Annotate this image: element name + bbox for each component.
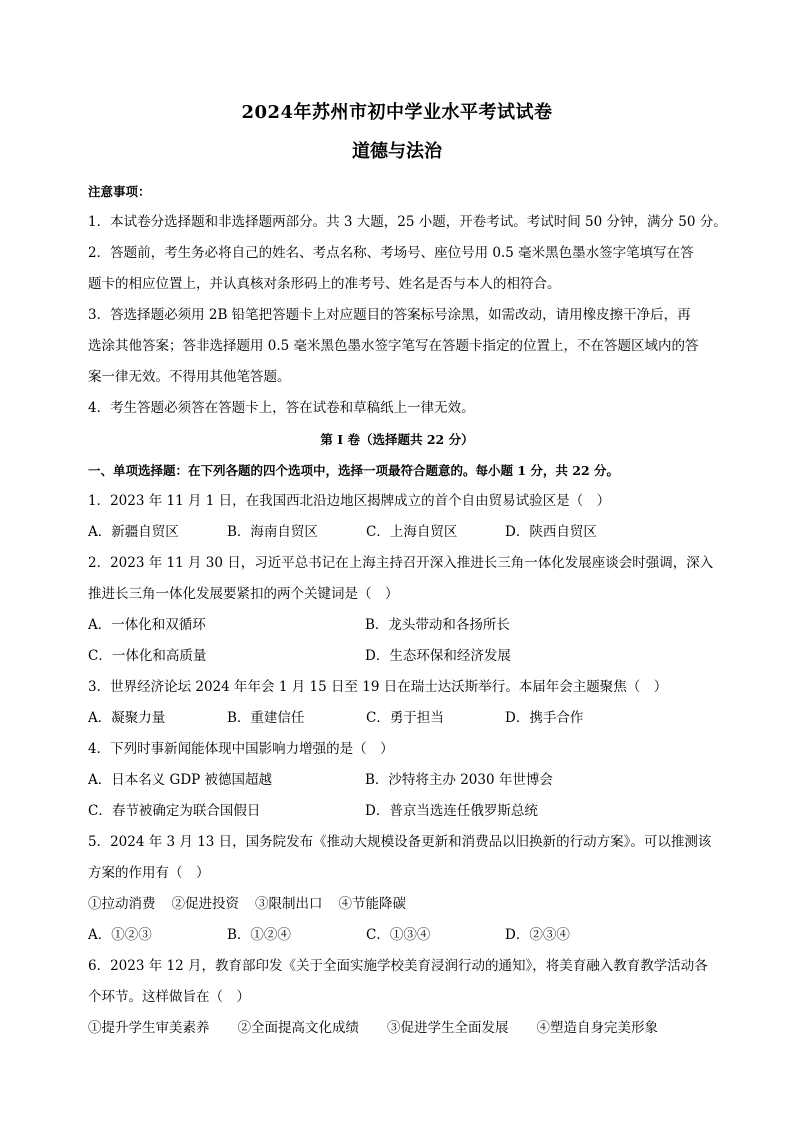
option-b[interactable]: B．海南自贸区 <box>227 524 318 540</box>
statement-item: ①拉动消费 <box>88 896 156 912</box>
question-stem: 6．2023 年 12 月，教育部印发《关于全面实施学校美育浸润行动的通知》，将美育融入教育教学活动各 <box>88 958 708 974</box>
statement-item: ①提升学生审美素养 <box>88 1020 210 1036</box>
section-heading: 一、单项选择题：在下列各题的四个选项中，选择一项最符合题意的。每小题 1 分，共 22 分。 <box>88 463 620 478</box>
notes-line: 1．本试卷分选择题和非选择题两部分。共 3 大题，25 小题，开卷考试。考试时间 50 分钟，满分 50 分。 <box>88 214 727 230</box>
option-row <box>88 517 706 548</box>
option-row <box>88 796 706 827</box>
option-c[interactable]: C．春节被确定为联合国假日 <box>88 803 261 819</box>
statement-item: ②全面提高文化成绩 <box>237 1020 359 1036</box>
section-title: 第 I 卷（选择题共 22 分） <box>320 432 474 447</box>
statement-row <box>88 889 706 920</box>
option-row <box>88 765 706 796</box>
notes-line: 2．答题前，考生务必将自己的姓名、考点名称、考场号、座位号用 0.5 毫米黑色墨水签字笔填写在答 <box>88 245 694 261</box>
option-row <box>88 641 706 672</box>
option-row <box>88 610 706 641</box>
option-a[interactable]: A．凝聚力量 <box>88 710 166 726</box>
option-b[interactable]: B．龙头带动和各扬所长 <box>365 617 510 633</box>
option-row <box>88 920 706 951</box>
option-b[interactable]: B．①②④ <box>227 927 291 943</box>
option-d[interactable]: D．陕西自贸区 <box>505 524 597 540</box>
notes-line: 3．答选择题必须用 2B 铅笔把答题卡上对应题目的答案标号涂黑，如需改动，请用橡皮擦干净后，再 <box>88 307 691 323</box>
question-stem: 个环节。这样做旨在（ ） <box>88 989 250 1005</box>
option-d[interactable]: D．普京当选连任俄罗斯总统 <box>365 803 538 819</box>
question-stem: 3．世界经济论坛 2024 年年会 1 月 15 日至 19 日在瑞士达沃斯举行。本届年会主题聚焦（ ） <box>88 679 668 695</box>
option-b[interactable]: B．沙特将主办 2030 年世博会 <box>365 772 553 788</box>
option-d[interactable]: D．携手合作 <box>505 710 584 726</box>
question-stem: 2．2023 年 11 月 30 日，习近平总书记在上海主持召开深入推进长三角一体化发展座谈会时强调，深入 <box>88 555 714 571</box>
question-stem: 1．2023 年 11 月 1 日，在我国西北沿边地区揭牌成立的首个自由贸易试验区是（ ） <box>88 493 611 509</box>
exam-content <box>88 176 727 1044</box>
statement-item: ②促进投资 <box>171 896 239 912</box>
option-b[interactable]: B．重建信任 <box>227 710 305 726</box>
notes-title: 注意事项： <box>88 184 151 199</box>
option-a[interactable]: A．①②③ <box>88 927 152 943</box>
statement-item: ④节能降碳 <box>338 896 406 912</box>
option-d[interactable]: D．②③④ <box>505 927 570 943</box>
option-a[interactable]: A．一体化和双循环 <box>88 617 206 633</box>
question-stem: 4．下列时事新闻能体现中国影响力增强的是（ ） <box>88 741 394 757</box>
notes-line: 4．考生答题必须答在答题卡上，答在试卷和草稿纸上一律无效。 <box>88 400 475 416</box>
option-c[interactable]: C．①③④ <box>366 927 431 943</box>
notes-line: 案一律无效。不得用其他笔答题。 <box>88 369 291 385</box>
option-a[interactable]: A．新疆自贸区 <box>88 524 179 540</box>
option-c[interactable]: C．勇于担当 <box>366 710 444 726</box>
statement-row <box>88 1013 706 1044</box>
notes-line: 选涂其他答案；答非选择题用 0.5 毫米黑色墨水签字笔写在答题卡指定的位置上，不在答题区域内的答 <box>88 338 699 354</box>
question-stem: 推进长三角一体化发展要紧扣的两个关键词是（ ） <box>88 586 399 602</box>
option-d[interactable]: D．生态环保和经济发展 <box>365 648 511 664</box>
notes-line: 题卡的相应位置上，并认真核对条形码上的准考号、姓名是否与本人的相符合。 <box>88 276 561 292</box>
option-c[interactable]: C．一体化和高质量 <box>88 648 207 664</box>
statement-item: ③限制出口 <box>255 896 323 912</box>
statement-item: ③促进学生全面发展 <box>387 1020 509 1036</box>
question-stem: 方案的作用有（ ） <box>88 865 210 881</box>
exam-subject: 道德与法治 <box>352 141 442 162</box>
option-c[interactable]: C．上海自贸区 <box>366 524 458 540</box>
exam-title: 2024年苏州市初中学业水平考试试卷 <box>241 102 553 123</box>
statement-item: ④塑造自身完美形象 <box>536 1020 658 1036</box>
option-row <box>88 703 706 734</box>
option-a[interactable]: A．日本名义 GDP 被德国超越 <box>88 772 273 788</box>
question-stem: 5．2024 年 3 月 13 日，国务院发布《推动大规模设备更新和消费品以旧换新的行动方案》。可以推测该 <box>88 834 712 850</box>
